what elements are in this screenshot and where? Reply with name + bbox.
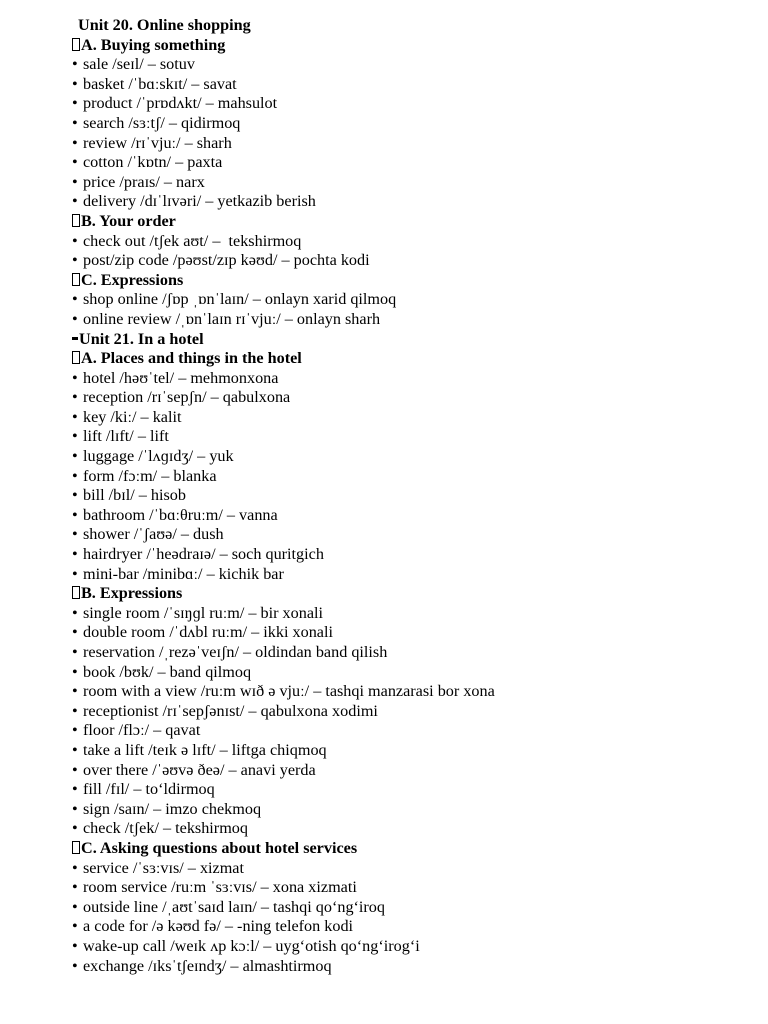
vocab-item: • lift /lɪft/ – lift <box>72 427 169 446</box>
vocab-item: • bill /bɪl/ – hisob <box>72 486 186 505</box>
vocab-item: • shower /ˈʃaʊə/ – dush <box>72 525 224 544</box>
vocab-item: • single room /ˈsɪŋɡl ruːm/ – bir xonali <box>72 603 324 622</box>
section-heading-hotel-services: C. Asking questions about hotel services <box>72 839 752 859</box>
vocab-item: • delivery /dɪˈlɪvəri/ – yetkazib berish <box>72 192 316 211</box>
vocab-item: • floor /flɔː/ – qavat <box>72 721 201 740</box>
unit-20-title: Unit 20. Online shopping <box>78 16 251 34</box>
vocab-item: • fill /fɪl/ – toʻldirmoq <box>72 780 215 799</box>
vocab-item: • reception /rɪˈsepʃn/ – qabulxona <box>72 388 291 407</box>
section-heading-your-order: B. Your order <box>72 212 752 232</box>
missing-glyph-icon <box>72 38 80 51</box>
vocab-item: • wake-up call /weɪk ʌp kɔːl/ – uygʻotish qoʻngʻirogʻi <box>72 936 420 955</box>
missing-glyph-icon <box>72 586 80 599</box>
section-heading-places-things: A. Places and things in the hotel <box>72 349 752 369</box>
vocab-item: • service /ˈsɜːvɪs/ – xizmat <box>72 858 244 877</box>
vocab-item: • key /kiː/ – kalit <box>72 407 182 426</box>
vocab-item: • form /fɔːm/ – blanka <box>72 466 217 485</box>
vocab-item: • reservation /ˌrezəˈveɪʃn/ – oldindan band qilish <box>72 643 388 661</box>
vocab-item: • outside line /ˌaʊtˈsaɪd laɪn/ – tashqi qoʻngʻiroq <box>72 897 385 916</box>
vocab-item: • room service /ruːm ˈsɜːvɪs/ – xona xizmati <box>72 878 357 897</box>
document-page <box>72 16 752 976</box>
vocab-item: • over there /ˈəʊvə ðeə/ – anavi yerda <box>72 760 316 779</box>
section-heading-buying-something: A. Buying something <box>72 36 752 56</box>
vocab-item: • a code for /ə kəʊd fə/ – -ning telefon kodi <box>72 917 354 936</box>
vocab-item: • double room /ˈdʌbl ruːm/ – ikki xonali <box>72 623 333 642</box>
square-bullet-icon <box>72 337 78 340</box>
section-heading-hotel-expressions: B. Expressions <box>72 584 752 604</box>
vocab-item: • bathroom /ˈbɑːθruːm/ – vanna <box>72 505 278 524</box>
missing-glyph-icon <box>72 351 80 364</box>
vocab-item: • review /rɪˈvjuː/ – sharh <box>72 133 232 152</box>
vocab-item: • check out /tʃek aʊt/ – tekshirmoq <box>72 231 302 250</box>
vocab-item: • post/zip code /pəʊst/zɪp kəʊd/ – pochta kodi <box>72 251 370 270</box>
vocab-item: • online review /ˌɒnˈlaɪn rɪˈvjuː/ – onlayn sharh <box>72 309 381 328</box>
vocab-item: • take a lift /teɪk ə lɪft/ – liftga chiqmoq <box>72 740 327 759</box>
vocab-item: • sign /saɪn/ – imzo chekmoq <box>72 799 262 818</box>
vocab-item: • exchange /ɪksˈtʃeɪndʒ/ – almashtirmoq <box>72 956 332 975</box>
vocab-item: • hairdryer /ˈheədraɪə/ – soch quritgich <box>72 545 324 564</box>
vocab-item: • book /bʊk/ – band qilmoq <box>72 662 252 681</box>
vocab-item: • price /praɪs/ – narx <box>72 172 205 191</box>
vocab-item: • hotel /həʊˈtel/ – mehmonxona <box>72 368 279 387</box>
missing-glyph-icon <box>72 214 80 227</box>
vocab-item: • basket /ˈbɑːskɪt/ – savat <box>72 74 237 93</box>
section-heading-expressions: C. Expressions <box>72 271 752 291</box>
unit-21-title: Unit 21. In a hotel <box>72 330 752 350</box>
vocab-item: • room with a view /ruːm wɪð ə vjuː/ – tashqi manzarasi bor xona <box>72 682 495 701</box>
vocab-item: • receptionist /rɪˈsepʃənɪst/ – qabulxona xodimi <box>72 701 378 720</box>
vocab-item: • cotton /ˈkɒtn/ – paxta <box>72 153 223 172</box>
vocab-item: • sale /seɪl/ – sotuv <box>72 55 195 74</box>
vocab-item: • luggage /ˈlʌɡɪdʒ/ – yuk <box>72 447 234 466</box>
vocab-item: • mini-bar /minibɑː/ – kichik bar <box>72 564 284 583</box>
vocab-item: • shop online /ʃɒp ˌɒnˈlaɪn/ – onlayn xarid qilmoq <box>72 290 397 309</box>
vocab-item: • product /ˈprɒdʌkt/ – mahsulot <box>72 94 278 113</box>
missing-glyph-icon <box>72 841 80 854</box>
vocab-item: • check /tʃek/ – tekshirmoq <box>72 819 248 838</box>
vocab-item: • search /sɜːtʃ/ – qidirmoq <box>72 113 241 132</box>
missing-glyph-icon <box>72 273 80 286</box>
